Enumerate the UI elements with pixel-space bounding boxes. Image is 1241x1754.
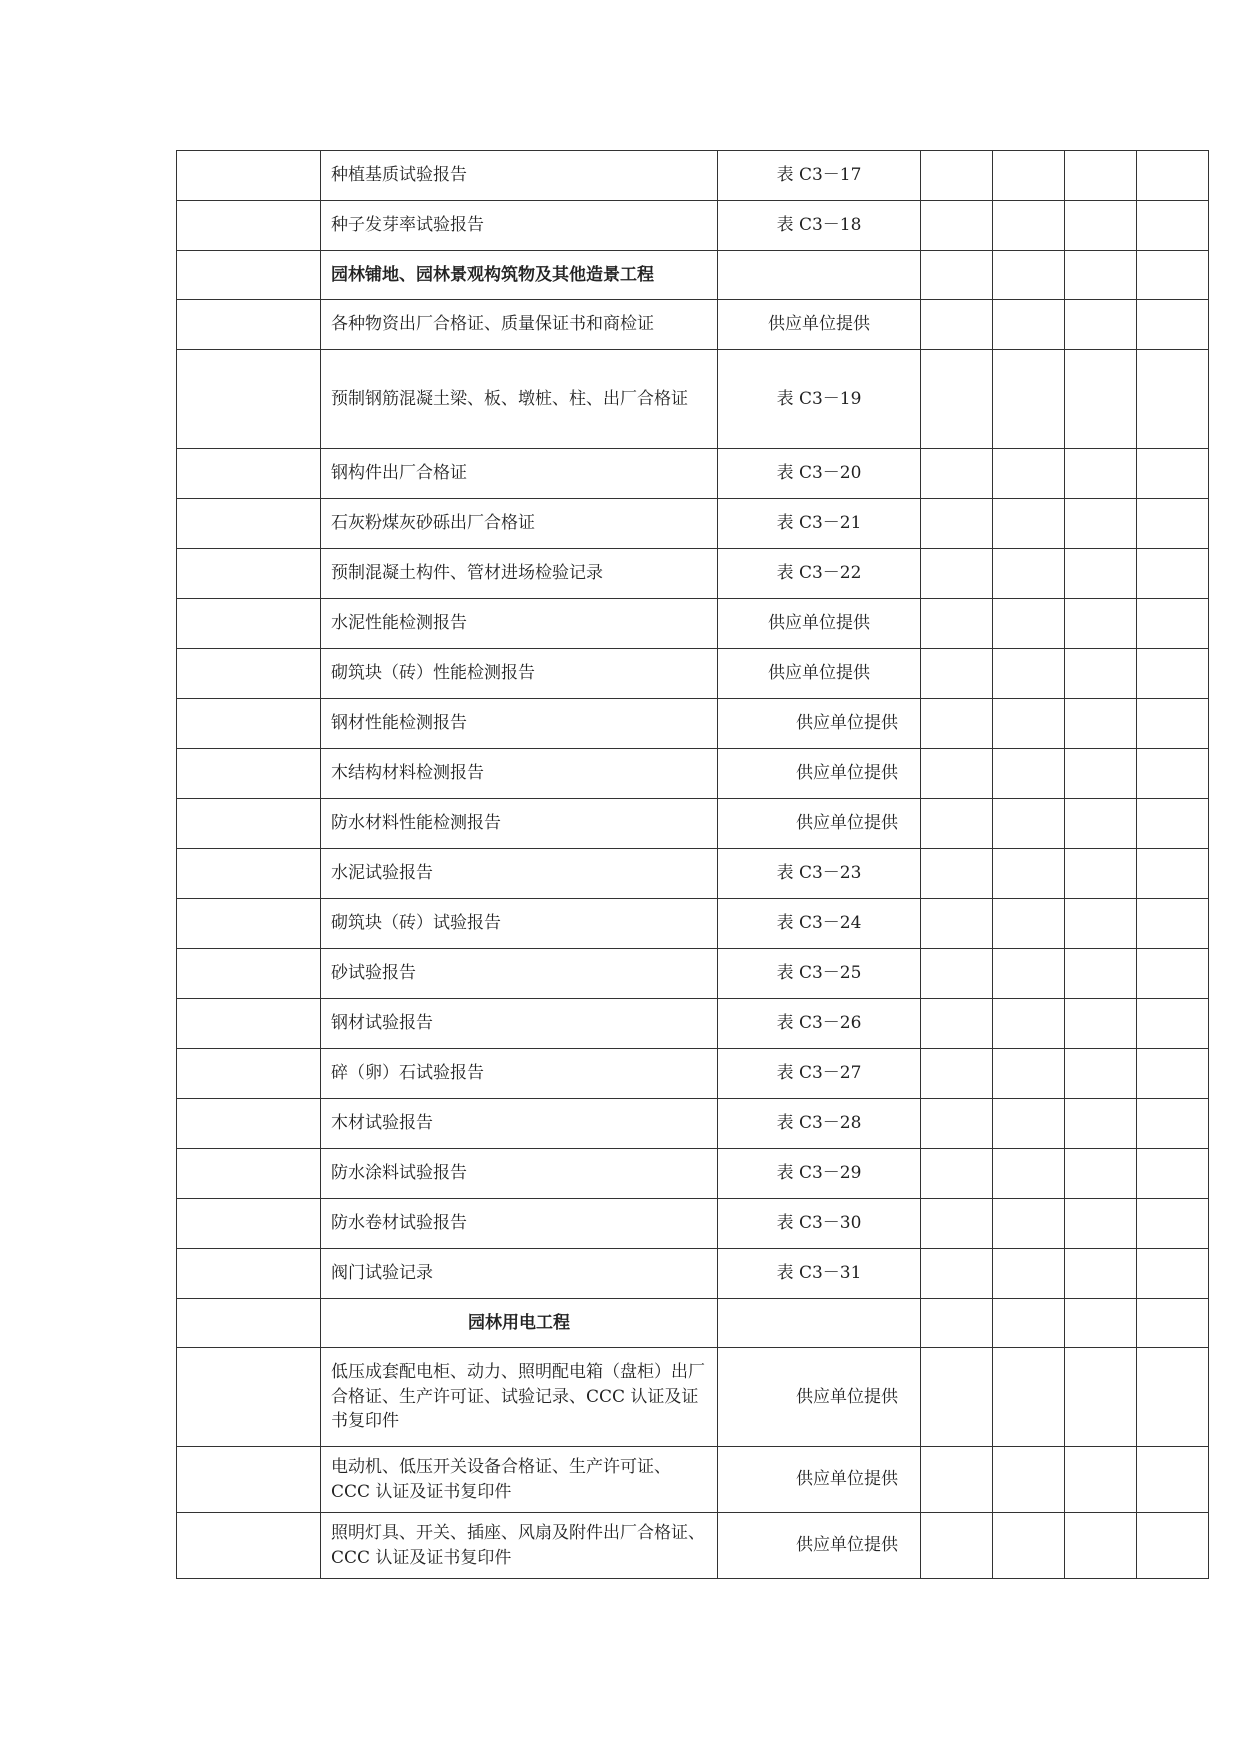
- check-cell: [1137, 151, 1209, 201]
- cell-blank: [177, 1249, 321, 1299]
- check-cell: [921, 949, 993, 999]
- table-row: [177, 649, 1209, 699]
- check-cell: [921, 649, 993, 699]
- table-row: [177, 999, 1209, 1049]
- item-ref: 供应单位提供: [718, 699, 921, 749]
- item-name: 阀门试验记录: [321, 1249, 718, 1299]
- section-title: 园林用电工程: [321, 1299, 718, 1348]
- cell-blank: [177, 151, 321, 201]
- item-name: 低压成套配电柜、动力、照明配电箱（盘柜）出厂合格证、生产许可证、试验记录、CCC 认证及证书复印件: [321, 1348, 718, 1447]
- check-cell: [1065, 499, 1137, 549]
- table-row: [177, 749, 1209, 799]
- item-ref: 表 C3－18: [718, 201, 921, 251]
- check-cell: [1137, 350, 1209, 449]
- check-cell: [1065, 549, 1137, 599]
- cell-blank: [177, 201, 321, 251]
- check-cell: [993, 1513, 1065, 1579]
- table-row: [177, 799, 1209, 849]
- check-cell: [1137, 1149, 1209, 1199]
- check-cell: [921, 799, 993, 849]
- check-cell: [921, 1199, 993, 1249]
- cell-blank: [177, 1348, 321, 1447]
- check-cell: [921, 1447, 993, 1513]
- check-cell: [921, 549, 993, 599]
- item-ref: 表 C3－31: [718, 1249, 921, 1299]
- item-ref: 表 C3－25: [718, 949, 921, 999]
- table-row: [177, 449, 1209, 499]
- table-row: [177, 201, 1209, 251]
- item-name: 防水涂料试验报告: [321, 1149, 718, 1199]
- item-ref: 表 C3－23: [718, 849, 921, 899]
- item-ref: 供应单位提供: [718, 1348, 921, 1447]
- check-cell: [1065, 1049, 1137, 1099]
- cell-blank: [177, 1513, 321, 1579]
- cell-blank: [177, 849, 321, 899]
- item-name: 各种物资出厂合格证、质量保证书和商检证: [321, 300, 718, 350]
- section-row: [177, 1299, 1209, 1348]
- check-cell: [993, 499, 1065, 549]
- item-ref: 表 C3－28: [718, 1099, 921, 1149]
- cell-blank: [177, 799, 321, 849]
- check-cell: [993, 151, 1065, 201]
- check-cell: [1137, 699, 1209, 749]
- item-name: 砌筑块（砖）性能检测报告: [321, 649, 718, 699]
- table-row: [177, 300, 1209, 350]
- check-cell: [921, 1348, 993, 1447]
- item-ref: 表 C3－17: [718, 151, 921, 201]
- item-ref: 表 C3－29: [718, 1149, 921, 1199]
- check-cell: [1065, 350, 1137, 449]
- check-cell: [1137, 201, 1209, 251]
- cell-blank: [177, 251, 321, 300]
- item-name: 水泥试验报告: [321, 849, 718, 899]
- check-cell: [993, 1348, 1065, 1447]
- item-ref: 表 C3－19: [718, 350, 921, 449]
- check-cell: [1137, 1199, 1209, 1249]
- check-cell: [1137, 251, 1209, 300]
- item-ref: 供应单位提供: [718, 599, 921, 649]
- check-cell: [1065, 849, 1137, 899]
- cell-blank: [177, 1447, 321, 1513]
- check-cell: [993, 1149, 1065, 1199]
- check-cell: [1137, 999, 1209, 1049]
- check-cell: [1137, 749, 1209, 799]
- check-cell: [993, 899, 1065, 949]
- check-cell: [1137, 799, 1209, 849]
- section-title: 园林铺地、园林景观构筑物及其他造景工程: [321, 251, 718, 300]
- cell-blank: [718, 1299, 921, 1348]
- item-ref: 供应单位提供: [718, 300, 921, 350]
- check-cell: [921, 749, 993, 799]
- check-cell: [1065, 949, 1137, 999]
- item-ref: 供应单位提供: [718, 649, 921, 699]
- check-cell: [993, 849, 1065, 899]
- check-cell: [993, 201, 1065, 251]
- item-name: 碎（卵）石试验报告: [321, 1049, 718, 1099]
- check-cell: [993, 999, 1065, 1049]
- check-cell: [921, 1299, 993, 1348]
- item-name: 木结构材料检测报告: [321, 749, 718, 799]
- check-cell: [1065, 699, 1137, 749]
- check-cell: [921, 251, 993, 300]
- check-cell: [1065, 799, 1137, 849]
- item-ref: 表 C3－24: [718, 899, 921, 949]
- item-name: 水泥性能检测报告: [321, 599, 718, 649]
- check-cell: [921, 201, 993, 251]
- check-cell: [921, 699, 993, 749]
- check-cell: [1137, 1513, 1209, 1579]
- check-cell: [1137, 300, 1209, 350]
- check-cell: [921, 1513, 993, 1579]
- check-cell: [1065, 1099, 1137, 1149]
- check-cell: [993, 599, 1065, 649]
- item-ref: 供应单位提供: [718, 749, 921, 799]
- cell-blank: [177, 350, 321, 449]
- cell-blank: [177, 1149, 321, 1199]
- table-row: [177, 899, 1209, 949]
- item-ref: 供应单位提供: [718, 1447, 921, 1513]
- cell-blank: [177, 1049, 321, 1099]
- cell-blank: [177, 899, 321, 949]
- check-cell: [1137, 599, 1209, 649]
- item-name: 电动机、低压开关设备合格证、生产许可证、CCC 认证及证书复印件: [321, 1447, 718, 1513]
- check-cell: [993, 1199, 1065, 1249]
- check-cell: [1065, 1249, 1137, 1299]
- check-cell: [1065, 1199, 1137, 1249]
- cell-blank: [177, 599, 321, 649]
- item-name: 照明灯具、开关、插座、风扇及附件出厂合格证、CCC 认证及证书复印件: [321, 1513, 718, 1579]
- table-row: [177, 1149, 1209, 1199]
- cell-blank: [177, 999, 321, 1049]
- cell-blank: [177, 699, 321, 749]
- check-cell: [921, 849, 993, 899]
- check-cell: [1065, 649, 1137, 699]
- item-name: 预制钢筋混凝土梁、板、墩桩、柱、出厂合格证: [321, 350, 718, 449]
- check-cell: [921, 449, 993, 499]
- check-cell: [1065, 1299, 1137, 1348]
- cell-blank: [177, 749, 321, 799]
- check-cell: [1065, 251, 1137, 300]
- check-cell: [921, 1049, 993, 1099]
- check-cell: [1065, 1149, 1137, 1199]
- item-name: 砌筑块（砖）试验报告: [321, 899, 718, 949]
- item-name: 石灰粉煤灰砂砾出厂合格证: [321, 499, 718, 549]
- check-cell: [1137, 1348, 1209, 1447]
- cell-blank: [177, 949, 321, 999]
- table-row: [177, 599, 1209, 649]
- check-cell: [993, 350, 1065, 449]
- item-ref: 表 C3－26: [718, 999, 921, 1049]
- check-cell: [1137, 549, 1209, 599]
- item-name: 木材试验报告: [321, 1099, 718, 1149]
- table-row: [177, 350, 1209, 449]
- cell-blank: [177, 649, 321, 699]
- check-cell: [1137, 1447, 1209, 1513]
- check-cell: [993, 1447, 1065, 1513]
- item-ref: 供应单位提供: [718, 799, 921, 849]
- check-cell: [1137, 1049, 1209, 1099]
- check-cell: [921, 599, 993, 649]
- item-ref: 表 C3－20: [718, 449, 921, 499]
- section-row: [177, 251, 1209, 300]
- check-cell: [993, 1299, 1065, 1348]
- item-ref: 表 C3－21: [718, 499, 921, 549]
- check-cell: [1137, 649, 1209, 699]
- item-ref: 供应单位提供: [718, 1513, 921, 1579]
- item-ref: 表 C3－22: [718, 549, 921, 599]
- item-name: 钢材试验报告: [321, 999, 718, 1049]
- cell-blank: [177, 549, 321, 599]
- table-row: [177, 1099, 1209, 1149]
- check-cell: [993, 449, 1065, 499]
- check-cell: [921, 499, 993, 549]
- check-cell: [1065, 899, 1137, 949]
- cell-blank: [718, 251, 921, 300]
- table-row: [177, 1049, 1209, 1099]
- check-cell: [1065, 151, 1137, 201]
- cell-blank: [177, 1199, 321, 1249]
- materials-table: [176, 150, 1209, 1579]
- item-name: 防水卷材试验报告: [321, 1199, 718, 1249]
- check-cell: [921, 1099, 993, 1149]
- check-cell: [921, 999, 993, 1049]
- check-cell: [993, 1099, 1065, 1149]
- check-cell: [993, 949, 1065, 999]
- check-cell: [1065, 201, 1137, 251]
- cell-blank: [177, 1299, 321, 1348]
- item-name: 防水材料性能检测报告: [321, 799, 718, 849]
- item-name: 种子发芽率试验报告: [321, 201, 718, 251]
- table-row: [177, 849, 1209, 899]
- table-row: [177, 151, 1209, 201]
- item-name: 种植基质试验报告: [321, 151, 718, 201]
- check-cell: [993, 300, 1065, 350]
- check-cell: [921, 1249, 993, 1299]
- check-cell: [1137, 849, 1209, 899]
- check-cell: [1137, 1249, 1209, 1299]
- cell-blank: [177, 300, 321, 350]
- cell-blank: [177, 499, 321, 549]
- check-cell: [1137, 899, 1209, 949]
- check-cell: [1065, 599, 1137, 649]
- check-cell: [1137, 1099, 1209, 1149]
- check-cell: [1065, 749, 1137, 799]
- check-cell: [1065, 999, 1137, 1049]
- check-cell: [993, 699, 1065, 749]
- check-cell: [921, 899, 993, 949]
- check-cell: [993, 649, 1065, 699]
- check-cell: [1137, 499, 1209, 549]
- table-row: [177, 499, 1209, 549]
- item-ref: 表 C3－30: [718, 1199, 921, 1249]
- check-cell: [993, 1049, 1065, 1099]
- item-name: 预制混凝土构件、管材进场检验记录: [321, 549, 718, 599]
- check-cell: [1065, 1348, 1137, 1447]
- check-cell: [921, 350, 993, 449]
- item-name: 钢材性能检测报告: [321, 699, 718, 749]
- table-row: [177, 1249, 1209, 1299]
- table-row: [177, 1447, 1209, 1513]
- table-row: [177, 1513, 1209, 1579]
- check-cell: [1137, 449, 1209, 499]
- check-cell: [993, 549, 1065, 599]
- check-cell: [993, 251, 1065, 300]
- cell-blank: [177, 1099, 321, 1149]
- table-row: [177, 549, 1209, 599]
- check-cell: [1137, 1299, 1209, 1348]
- check-cell: [921, 1149, 993, 1199]
- check-cell: [993, 799, 1065, 849]
- check-cell: [1137, 949, 1209, 999]
- item-name: 砂试验报告: [321, 949, 718, 999]
- check-cell: [921, 151, 993, 201]
- check-cell: [993, 749, 1065, 799]
- check-cell: [1065, 1447, 1137, 1513]
- table-row: [177, 949, 1209, 999]
- check-cell: [1065, 300, 1137, 350]
- check-cell: [921, 300, 993, 350]
- item-name: 钢构件出厂合格证: [321, 449, 718, 499]
- table-row: [177, 699, 1209, 749]
- table-row: [177, 1199, 1209, 1249]
- cell-blank: [177, 449, 321, 499]
- item-ref: 表 C3－27: [718, 1049, 921, 1099]
- check-cell: [1065, 449, 1137, 499]
- check-cell: [993, 1249, 1065, 1299]
- table-row: [177, 1348, 1209, 1447]
- check-cell: [1065, 1513, 1137, 1579]
